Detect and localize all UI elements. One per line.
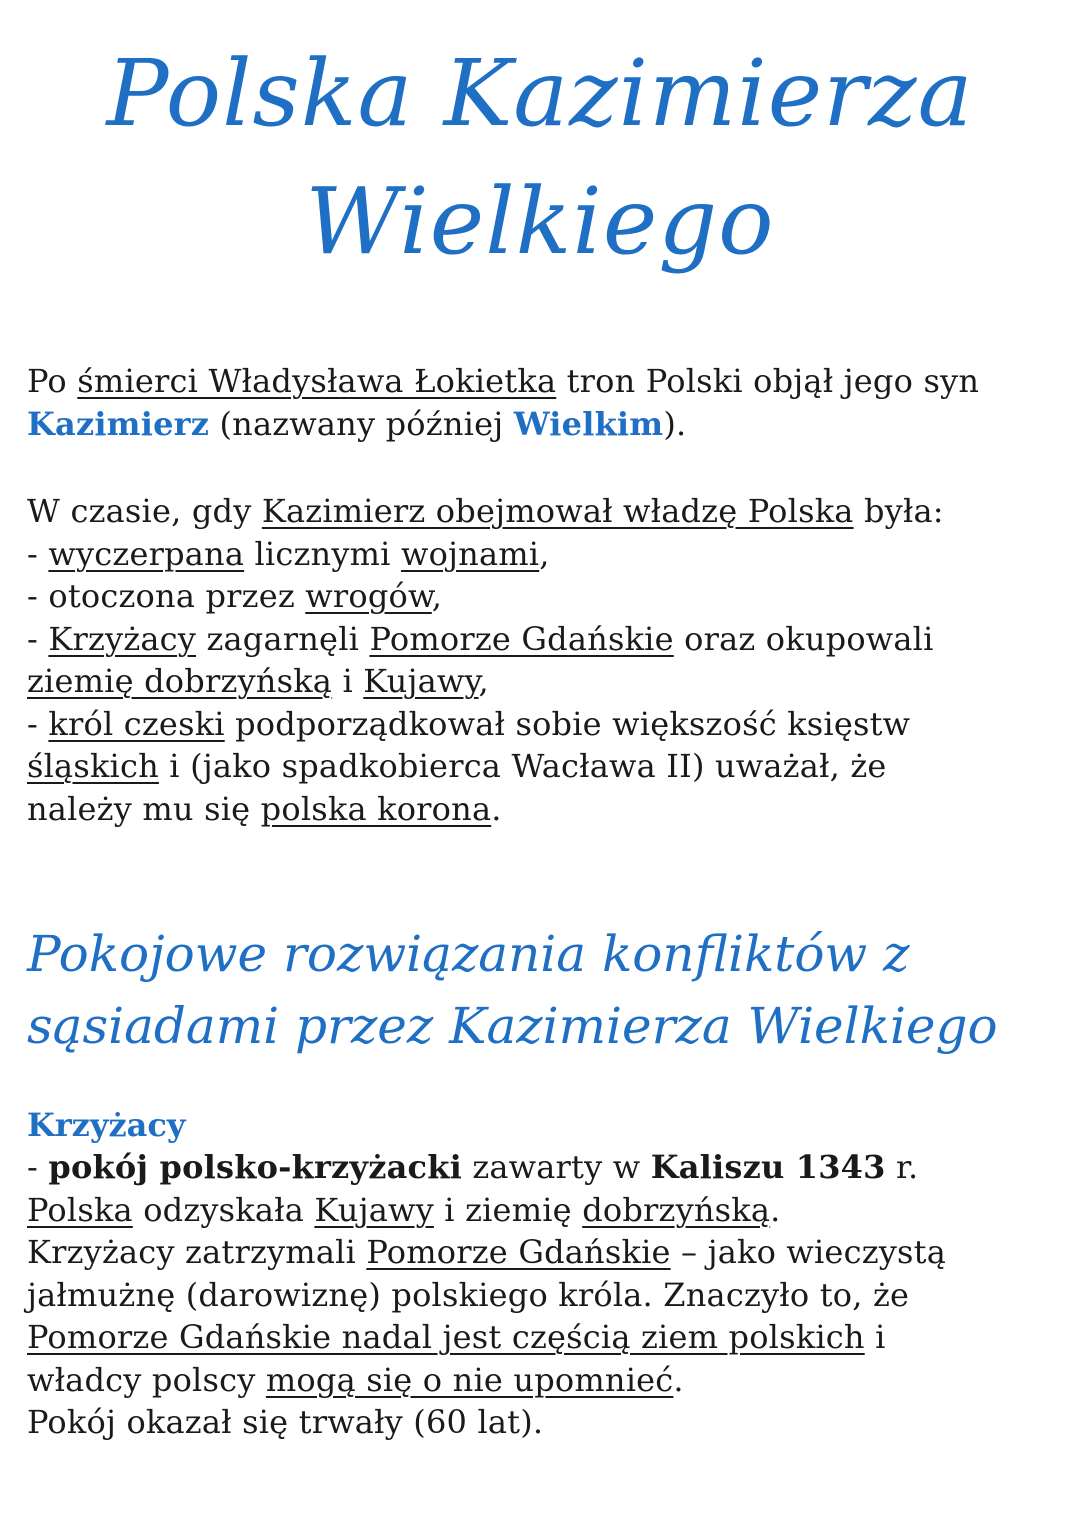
krzyzacy-line-1: - pokój polsko-krzyżacki zawarty w Kaliszu 1343 r. — [27, 1148, 919, 1186]
page-title-line-2: Wielkiego — [305, 168, 775, 275]
situation-line-8: należy mu się polska korona. — [27, 789, 502, 828]
situation-line-7: śląskich i (jako spadkobierca Wacława II) uważał, że — [27, 747, 887, 785]
situation-line-1: W czasie, gdy Kazimierz obejmował władzę Polska była: — [27, 492, 944, 530]
situation-line-6: - król czeski podporządkował sobie większość księstw — [27, 704, 911, 743]
section-title — [27, 918, 1067, 1062]
highlight-nickname: Wielkim — [513, 404, 664, 443]
krzyzacy-heading: Krzyżacy — [27, 1106, 186, 1144]
situation-line-3: - otoczona przez wrogów, — [27, 577, 443, 615]
intro-line-1: Po śmierci Władysława Łokietka tron Polski objął jego syn — [27, 362, 980, 400]
krzyzacy-line-4: jałmużnę (darowiznę) polskiego króla. Znaczyło to, że — [27, 1275, 910, 1314]
highlight-name: Kazimierz — [27, 404, 210, 443]
intro-paragraph — [27, 360, 1057, 445]
section-title-line-2: sąsiadami przez Kazimierza Wielkiego — [27, 997, 998, 1055]
page-title-line-1: Polska Kazimierza — [106, 40, 974, 147]
situation-paragraph — [27, 490, 1057, 830]
krzyzacy-paragraph — [27, 1146, 1057, 1444]
krzyzacy-line-2: Polska odzyskała Kujawy i ziemię dobrzyńską. — [27, 1190, 781, 1229]
krzyzacy-line-5: Pomorze Gdańskie nadal jest częścią ziem polskich i — [27, 1318, 886, 1356]
situation-line-4: - Krzyżacy zagarnęli Pomorze Gdańskie oraz okupowali — [27, 619, 934, 658]
situation-line-2: - wyczerpana licznymi wojnami, — [27, 534, 550, 573]
intro-line-2: Kazimierz (nazwany później Wielkim). — [27, 404, 687, 443]
krzyzacy-line-3: Krzyżacy zatrzymali Pomorze Gdańskie – jako wieczystą — [27, 1233, 946, 1271]
underlined-phrase: śmierci Władysława Łokietka — [77, 362, 557, 400]
section-title-line-1: Pokojowe rozwiązania konfliktów z — [27, 925, 910, 983]
page-title — [0, 30, 1080, 286]
krzyzacy-line-7: Pokój okazał się trwały (60 lat). — [27, 1403, 544, 1441]
krzyzacy-line-6: władcy polscy mogą się o nie upomnieć. — [27, 1360, 684, 1399]
situation-line-5: ziemię dobrzyńską i Kujawy, — [27, 662, 489, 700]
